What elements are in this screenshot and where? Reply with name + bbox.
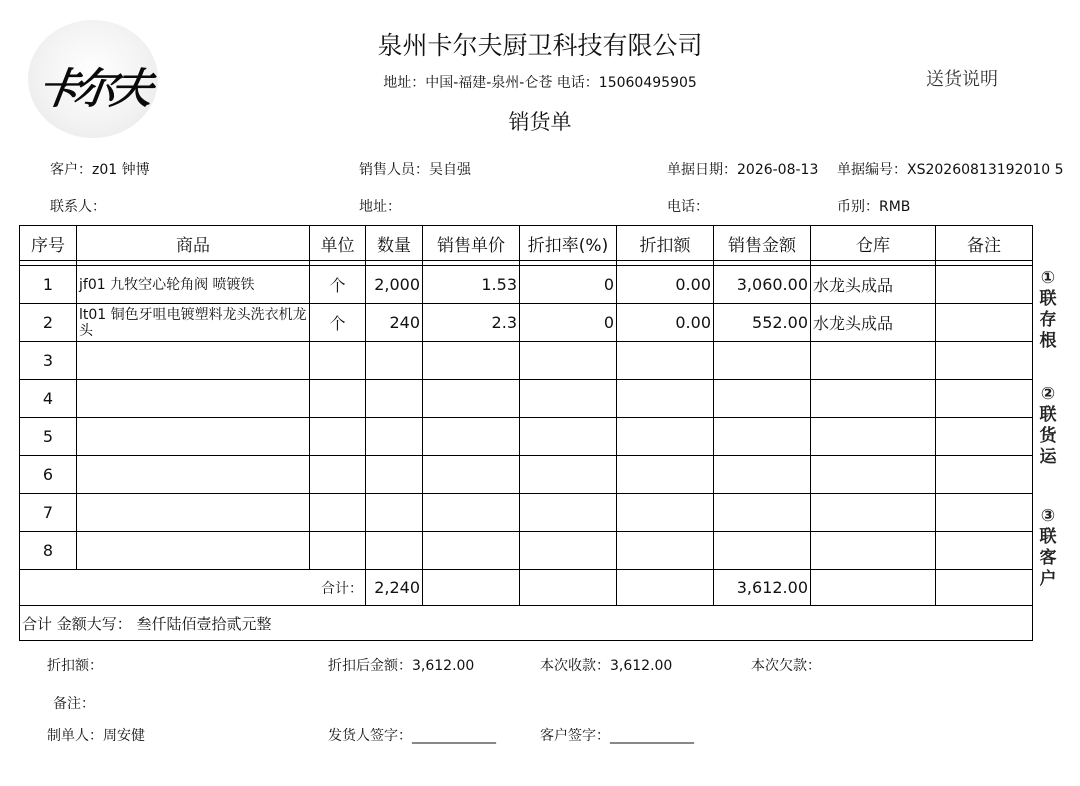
amount-in-words: 合计 金额大写： 叁仟陆佰壹拾贰元整 [20,606,1033,641]
table-row [20,456,1033,494]
header-cell: 折扣额 [617,226,714,261]
unit-price-cell [423,494,520,532]
table-row [20,532,1033,570]
discount-amount-cell [617,456,714,494]
row-number: 7 [20,494,77,532]
unit-cell [310,456,366,494]
row-number: 8 [20,532,77,570]
copy-label-shipping [1036,384,1060,468]
sales-amount-cell [714,494,811,532]
logo-text: 卡尔夫 [35,64,151,113]
discount-amount-cell [617,342,714,380]
document-maker: 制单人：周安健 [47,728,145,744]
warehouse-cell: 水龙头成品 [811,304,936,342]
header-cell: 序号 [20,226,77,261]
address-field: 地址： [359,199,401,215]
copy-label-char: 运 [1039,447,1057,467]
salesperson-field: 销售人员：吴自强 [359,162,471,178]
quantity-cell [366,494,423,532]
discount-amount-cell [617,418,714,456]
quantity-cell [366,342,423,380]
quantity-cell: 240 [366,304,423,342]
warehouse-cell [811,456,936,494]
warehouse-cell: 水龙头成品 [811,266,936,304]
row-number: 4 [20,380,77,418]
after-discount-amount: 折扣后金额：3,612.00 [328,658,475,674]
header-cell: 数量 [366,226,423,261]
discount-rate-cell: 0 [520,304,617,342]
product-cell: lt01 铜色牙咀电镀塑料龙头洗衣机龙头 [77,304,310,342]
table-row [20,380,1033,418]
empty-cell [423,570,520,606]
product-cell [77,380,310,418]
sales-amount-cell [714,380,811,418]
remark-cell [936,532,1033,570]
unit-price-cell [423,456,520,494]
remark-cell [936,304,1033,342]
unit-price-cell: 2.3 [423,304,520,342]
row-number: 5 [20,418,77,456]
header-cell: 仓库 [811,226,936,261]
copy-label-char: 客 [1039,548,1057,568]
amount-in-words-row [20,606,1033,641]
header-cell: 单位 [310,226,366,261]
header-cell: 折扣率(%) [520,226,617,261]
sales-amount-cell [714,342,811,380]
row-number: 3 [20,342,77,380]
total-amount: 3,612.00 [714,570,811,606]
header-cell: 销售单价 [423,226,520,261]
customer-signature: 客户签字：____________ [540,728,694,744]
discount-label: 折扣额： [47,658,103,674]
delivery-note-label: 送货说明 [926,69,998,90]
table-row [20,494,1033,532]
warehouse-cell [811,494,936,532]
table-row [20,304,1033,342]
quantity-cell [366,456,423,494]
total-quantity: 2,240 [366,570,423,606]
copy-label-customer-text [1036,506,1060,590]
table-header-row [20,226,1033,261]
sales-amount-cell: 552.00 [714,304,811,342]
sales-table [19,225,1033,641]
currency-field: 币别：RMB [837,199,911,215]
product-cell [77,418,310,456]
copy-label-char: 货 [1039,426,1057,446]
received-amount: 本次收款：3,612.00 [540,658,673,674]
empty-cell [936,570,1033,606]
unit-cell: 个 [310,304,366,342]
unit-price-cell [423,342,520,380]
empty-cell [520,570,617,606]
unit-cell [310,532,366,570]
discount-rate-cell [520,494,617,532]
remark-cell [936,418,1033,456]
copy-label-char: ② [1040,384,1056,404]
row-number: 1 [20,266,77,304]
copy-label-char: 联 [1039,289,1057,309]
copy-label-char: 联 [1039,527,1057,547]
sales-amount-cell: 3,060.00 [714,266,811,304]
header-cell: 销售金额 [714,226,811,261]
row-number: 6 [20,456,77,494]
table-row [20,342,1033,380]
quantity-cell [366,532,423,570]
copy-label-char: 联 [1039,405,1057,425]
unit-cell [310,380,366,418]
header-cell: 商品 [77,226,310,261]
table-row [20,266,1033,304]
unit-cell [310,418,366,456]
remark-cell [936,342,1033,380]
product-cell [77,494,310,532]
copy-label-char: 根 [1039,331,1057,351]
empty-cell [811,570,936,606]
remark-cell [936,266,1033,304]
product-cell: jf01 九牧空心轮角阀 喷镀铁 [77,266,310,304]
copy-label-char: 户 [1039,569,1057,589]
sales-amount-cell [714,532,811,570]
remark-cell [936,456,1033,494]
discount-rate-cell [520,456,617,494]
quantity-cell [366,380,423,418]
document-date-field: 单据日期：2026-08-13 [667,162,819,178]
copy-label-char: ① [1040,268,1056,288]
sales-amount-cell [714,418,811,456]
copy-label-char: 存 [1039,310,1057,330]
shipper-signature: 发货人签字：____________ [328,728,496,744]
warehouse-cell [811,380,936,418]
company-name: 泉州卡尔夫厨卫科技有限公司 [377,31,703,60]
product-cell [77,456,310,494]
discount-rate-cell [520,418,617,456]
discount-amount-cell: 0.00 [617,304,714,342]
discount-amount-cell: 0.00 [617,266,714,304]
unit-cell [310,494,366,532]
discount-amount-cell [617,380,714,418]
quantity-cell [366,418,423,456]
remark-cell [936,494,1033,532]
document-number-field: 单据编号：XS20260813192010 5 [837,162,1064,178]
discount-rate-cell [520,380,617,418]
product-cell [77,342,310,380]
sales-amount-cell [714,456,811,494]
discount-amount-cell [617,532,714,570]
unit-price-cell [423,532,520,570]
empty-cell [617,570,714,606]
remark-cell [936,380,1033,418]
unit-price-cell [423,418,520,456]
owed-amount: 本次欠款： [751,658,821,674]
warehouse-cell [811,418,936,456]
copy-label-stub [1036,268,1060,352]
unit-price-cell: 1.53 [423,266,520,304]
customer-field: 客户：z01 钟博 [50,162,150,178]
quantity-cell: 2,000 [366,266,423,304]
warehouse-cell [811,342,936,380]
contact-field: 联系人： [50,199,106,215]
warehouse-cell [811,532,936,570]
copy-label-shipping-text [1036,384,1060,468]
table-row [20,418,1033,456]
copy-label-char: ③ [1040,506,1056,526]
discount-rate-cell [520,532,617,570]
copy-label-stub-text [1036,268,1060,352]
header-cell: 备注 [936,226,1033,261]
row-number: 2 [20,304,77,342]
copy-label-customer [1036,506,1060,590]
total-row [20,570,1033,606]
unit-price-cell [423,380,520,418]
phone-field: 电话： [667,199,709,215]
discount-amount-cell [617,494,714,532]
total-label: 合计： [20,570,366,606]
discount-rate-cell: 0 [520,266,617,304]
document-title: 销货单 [508,110,572,134]
unit-cell [310,342,366,380]
discount-rate-cell [520,342,617,380]
remark-label: 备注： [53,696,95,712]
unit-cell: 个 [310,266,366,304]
product-cell [77,532,310,570]
company-address: 地址：中国-福建-泉州-仑苍 电话：15060495905 [383,75,697,91]
